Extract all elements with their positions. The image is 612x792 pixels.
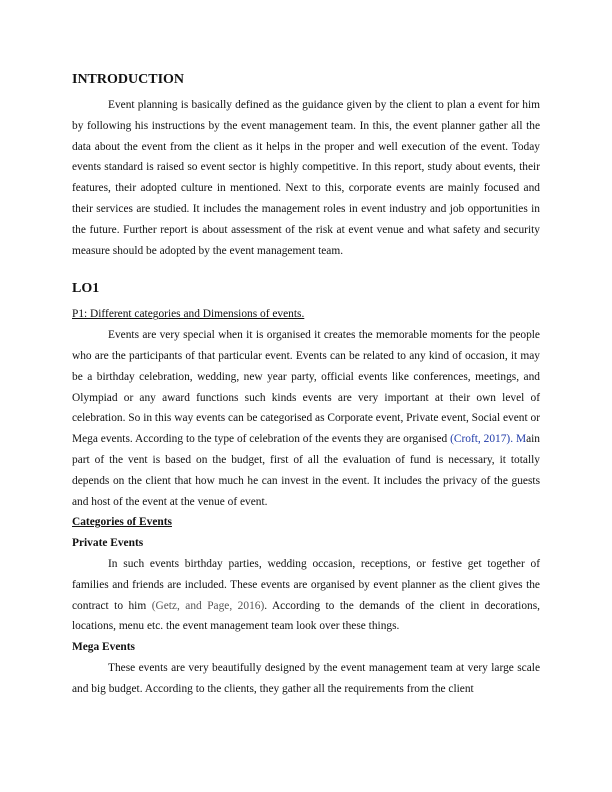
- citation-croft: (Croft, 2017). M: [450, 433, 527, 446]
- mega-events-paragraph: These events are very beautifully designed by the event management team at very large scale and big budget. According to the clients, they gather all the requirements from the client: [72, 661, 540, 695]
- mega-events-heading: Mega Events: [72, 641, 135, 654]
- lo1-paragraph-text-2: ain part of the vent is based on the budget, first of all the evaluation of fund is necessary, it totally depends on the client that how much he can invest in the event. It includes the privacy of the guests and host of the event at the venue of event.: [72, 433, 540, 508]
- private-events-text-1: In such events birthday parties, wedding occasion, receptions, or festive get together of families and friends are included. These events are organised by event planner as the client gives the contract to him: [72, 557, 540, 612]
- introduction-paragraph: Event planning is basically defined as the guidance given by the client to plan a event for him by following his instructions by the event management team. In this, the event planner gather all the data about the event from the client as it helps in the proper and well execution of the event. Today events standard is raised so event sector is highly competitive. In this report, study about events, their features, their adopted culture in mentioned. Next to this, corporate events are mainly focused and their services are studied. It includes the management roles in event industry and job opportunities in the future. Further report is about assessment of the risk at event venue and what safety and security measure should be adopted by the event management team.: [72, 99, 540, 257]
- page-content: [72, 70, 540, 700]
- categories-heading: Categories of Events: [72, 516, 172, 529]
- lo1-heading: LO1: [72, 281, 100, 297]
- citation-getz: (Getz, and Page, 2016): [151, 599, 265, 612]
- p1-subheading: P1: Different categories and Dimensions of events.: [72, 308, 305, 321]
- private-events-text-2: . According to the demands of the client in decorations, locations, menu etc. the event management team look over these things.: [72, 599, 540, 633]
- private-events-heading: Private Events: [72, 537, 144, 550]
- lo1-paragraph: [72, 325, 540, 512]
- private-events-paragraph: [72, 554, 540, 637]
- introduction-heading: INTRODUCTION: [72, 72, 185, 87]
- lo1-paragraph-text-1: Events are very special when it is organised it creates the memorable moments for the people who are the participants of that particular event. Events can be related to any kind of occasion, it may be a birthday celebration, wedding, new year party, official events like conferences, meetings, and Olympiad or any award functions such kinds events are very important at their own level of celebration. So in this way events can be categorised as Corporate event, Private event, Social event or Mega events. According to the type of celebration of the events they are organised: [72, 329, 540, 446]
